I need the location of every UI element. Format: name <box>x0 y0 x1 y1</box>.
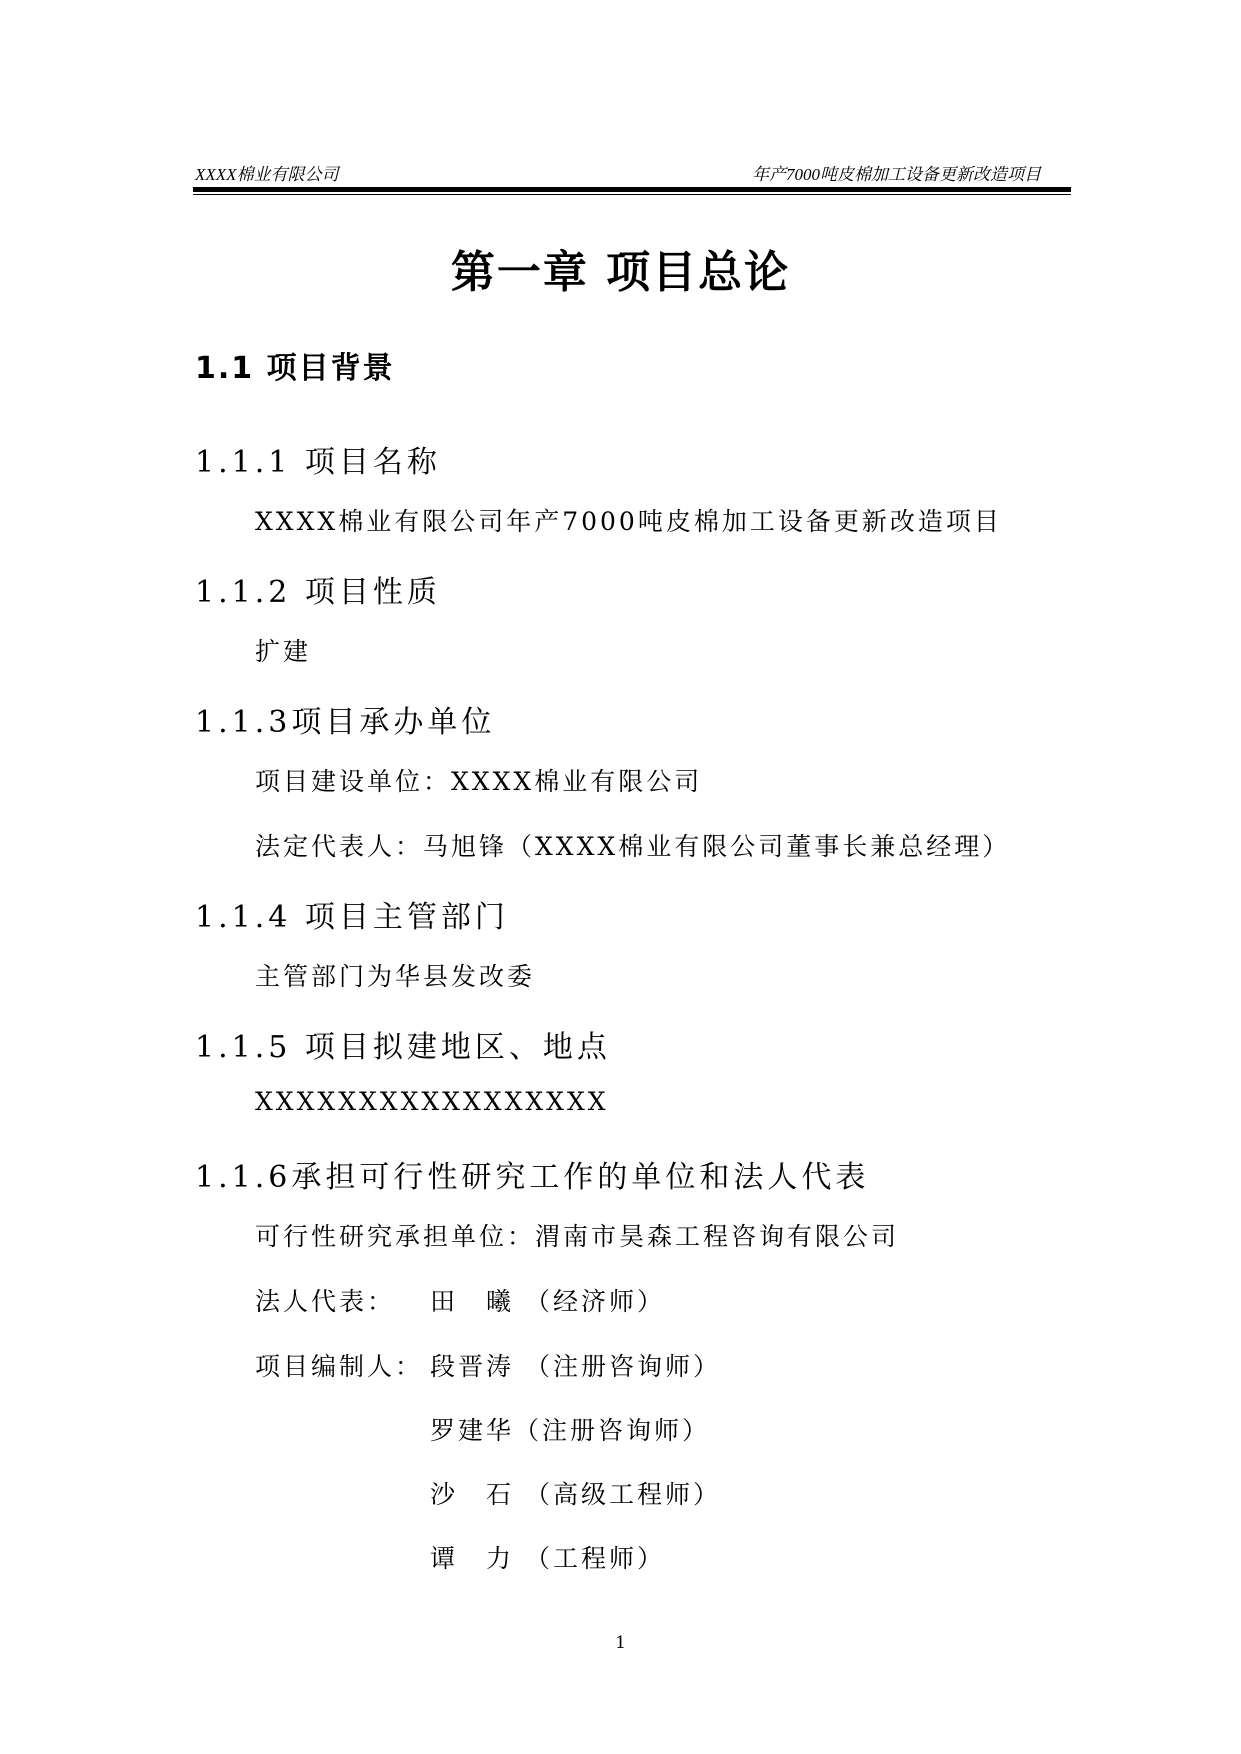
subsection-heading-1-1-2: 1.1.2 项目性质 <box>195 575 441 610</box>
header-rule-thick <box>193 187 1071 192</box>
legal-representative-text: 法定代表人：马旭锋（XXXX棉业有限公司董事长兼总经理） <box>255 832 1011 861</box>
header-company: XXXX棉业有限公司 <box>195 165 339 184</box>
compiler-1: 段晋涛 （注册咨询师） <box>430 1352 721 1381</box>
legal-rep-name: 田 曦 （经济师） <box>430 1287 665 1316</box>
project-name-text: XXXX棉业有限公司年产7000吨皮棉加工设备更新改造项目 <box>255 507 1002 536</box>
page-number: 1 <box>615 1633 626 1653</box>
project-nature-text: 扩建 <box>255 637 312 666</box>
subsection-heading-1-1-3: 1.1.3项目承办单位 <box>195 705 496 740</box>
location-text: XXXXXXXXXXXXXXXXX <box>255 1087 609 1116</box>
subsection-heading-1-1-4: 1.1.4 项目主管部门 <box>195 900 509 935</box>
header-rule-thin <box>193 194 1071 195</box>
section-title: 1.1 项目背景 <box>195 351 395 386</box>
chapter-title: 第一章 项目总论 <box>450 247 791 298</box>
subsection-heading-1-1-6: 1.1.6承担可行性研究工作的单位和法人代表 <box>195 1160 870 1195</box>
study-unit-text: 可行性研究承担单位：渭南市昊森工程咨询有限公司 <box>255 1222 900 1251</box>
compiler-label: 项目编制人： <box>255 1352 424 1381</box>
supervising-dept-text: 主管部门为华县发改委 <box>255 962 536 991</box>
header-project: 年产7000吨皮棉加工设备更新改造项目 <box>752 165 1041 184</box>
subsection-heading-1-1-5: 1.1.5 项目拟建地区、地点 <box>195 1030 611 1065</box>
compiler-3: 沙 石 （高级工程师） <box>430 1480 721 1509</box>
compiler-4: 谭 力 （工程师） <box>430 1544 665 1573</box>
subsection-heading-1-1-1: 1.1.1 项目名称 <box>195 445 441 480</box>
compiler-2: 罗建华（注册咨询师） <box>430 1416 711 1445</box>
legal-rep-label: 法人代表： <box>255 1287 396 1316</box>
builder-unit-text: 项目建设单位：XXXX棉业有限公司 <box>255 767 703 796</box>
